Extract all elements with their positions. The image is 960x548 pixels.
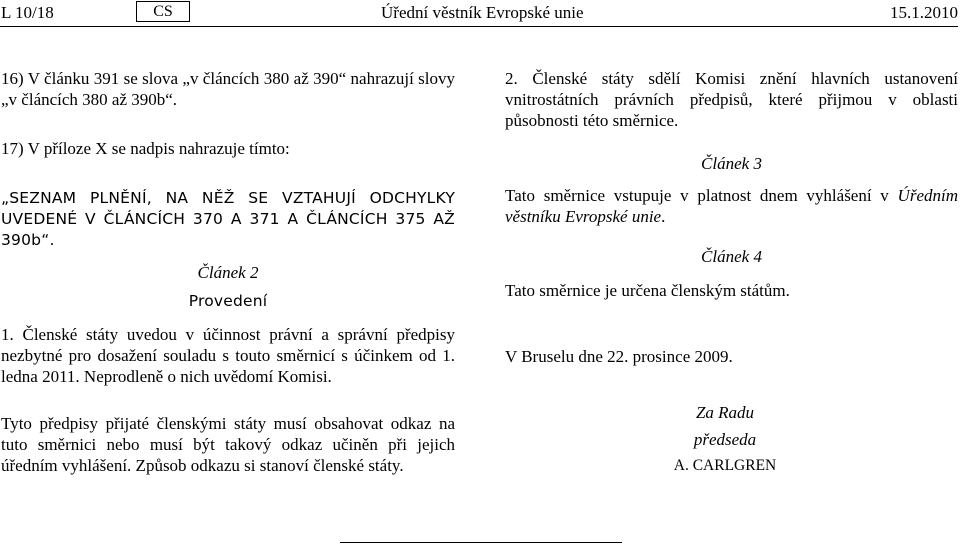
article-3-text-start: Tato směrnice vstupuje v platnost dnem vyhlášení v bbox=[505, 186, 898, 205]
article-2-paragraph-1: 1. Členské státy uvedou v účinnost právní a správní předpisy nezbytné pro dosažení souladu s touto směrnicí s účinkem od 1. ledna 2011. Neprodleně o nich uvědomí Komisi. bbox=[1, 325, 455, 386]
journal-series: L 10/18 bbox=[1, 3, 54, 22]
signatory-name: A. CARLGREN bbox=[673, 457, 777, 474]
journal-reference: Úředním věstníku Evropské unie bbox=[505, 186, 958, 226]
annex-heading-quote: „SEZNAM PLNĚNÍ, NA NĚŽ SE VZTAHUJÍ ODCHYLKY UVEDENÉ V ČLÁNCÍCH 370 A 371 A ČLÁNCÍCH 375 AŽ 390b“. bbox=[1, 189, 455, 249]
signature-role: předseda bbox=[693, 430, 757, 449]
journal-title: Úřední věstník Evropské unie bbox=[381, 3, 584, 22]
article-4-text: Tato směrnice je určena členským státům. bbox=[505, 281, 790, 300]
place-and-date: V Bruselu dne 22. prosince 2009. bbox=[505, 347, 733, 366]
amendment-item-17: 17) V příloze X se nadpis nahrazuje tímto: bbox=[1, 139, 290, 158]
article-3-text-end: . bbox=[661, 207, 666, 226]
article-2-paragraph-1-cont: Tyto předpisy přijaté členskými státy musí obsahovat odkaz na tuto směrnici nebo musí být takový odkaz učiněn při jejich úředním vyhlášení. Způsob odkazu si stanoví členské státy. bbox=[1, 414, 455, 475]
article-2-title: Článek 2 bbox=[197, 263, 259, 282]
article-3-text bbox=[505, 185, 958, 227]
journal-date: 15.1.2010 bbox=[890, 3, 958, 22]
language-code-box: CS bbox=[136, 1, 190, 22]
article-4-title: Článek 4 bbox=[701, 247, 762, 266]
footer-rule bbox=[340, 542, 622, 543]
article-2-paragraph-2: 2. Členské státy sdělí Komisi znění hlavních ustanovení vnitrostátních právních předpisů, které přijmou v oblasti působnosti této směrnice. bbox=[505, 69, 958, 130]
header-rule bbox=[0, 26, 958, 27]
article-3-title: Článek 3 bbox=[701, 154, 762, 173]
article-2-subtitle: Provedení bbox=[188, 292, 268, 310]
signature-for: Za Radu bbox=[695, 403, 755, 422]
amendment-item-16: 16) V článku 391 se slova „v článcích 380 až 390“ nahrazují slovy „v článcích 380 až 390b“. bbox=[1, 69, 455, 109]
